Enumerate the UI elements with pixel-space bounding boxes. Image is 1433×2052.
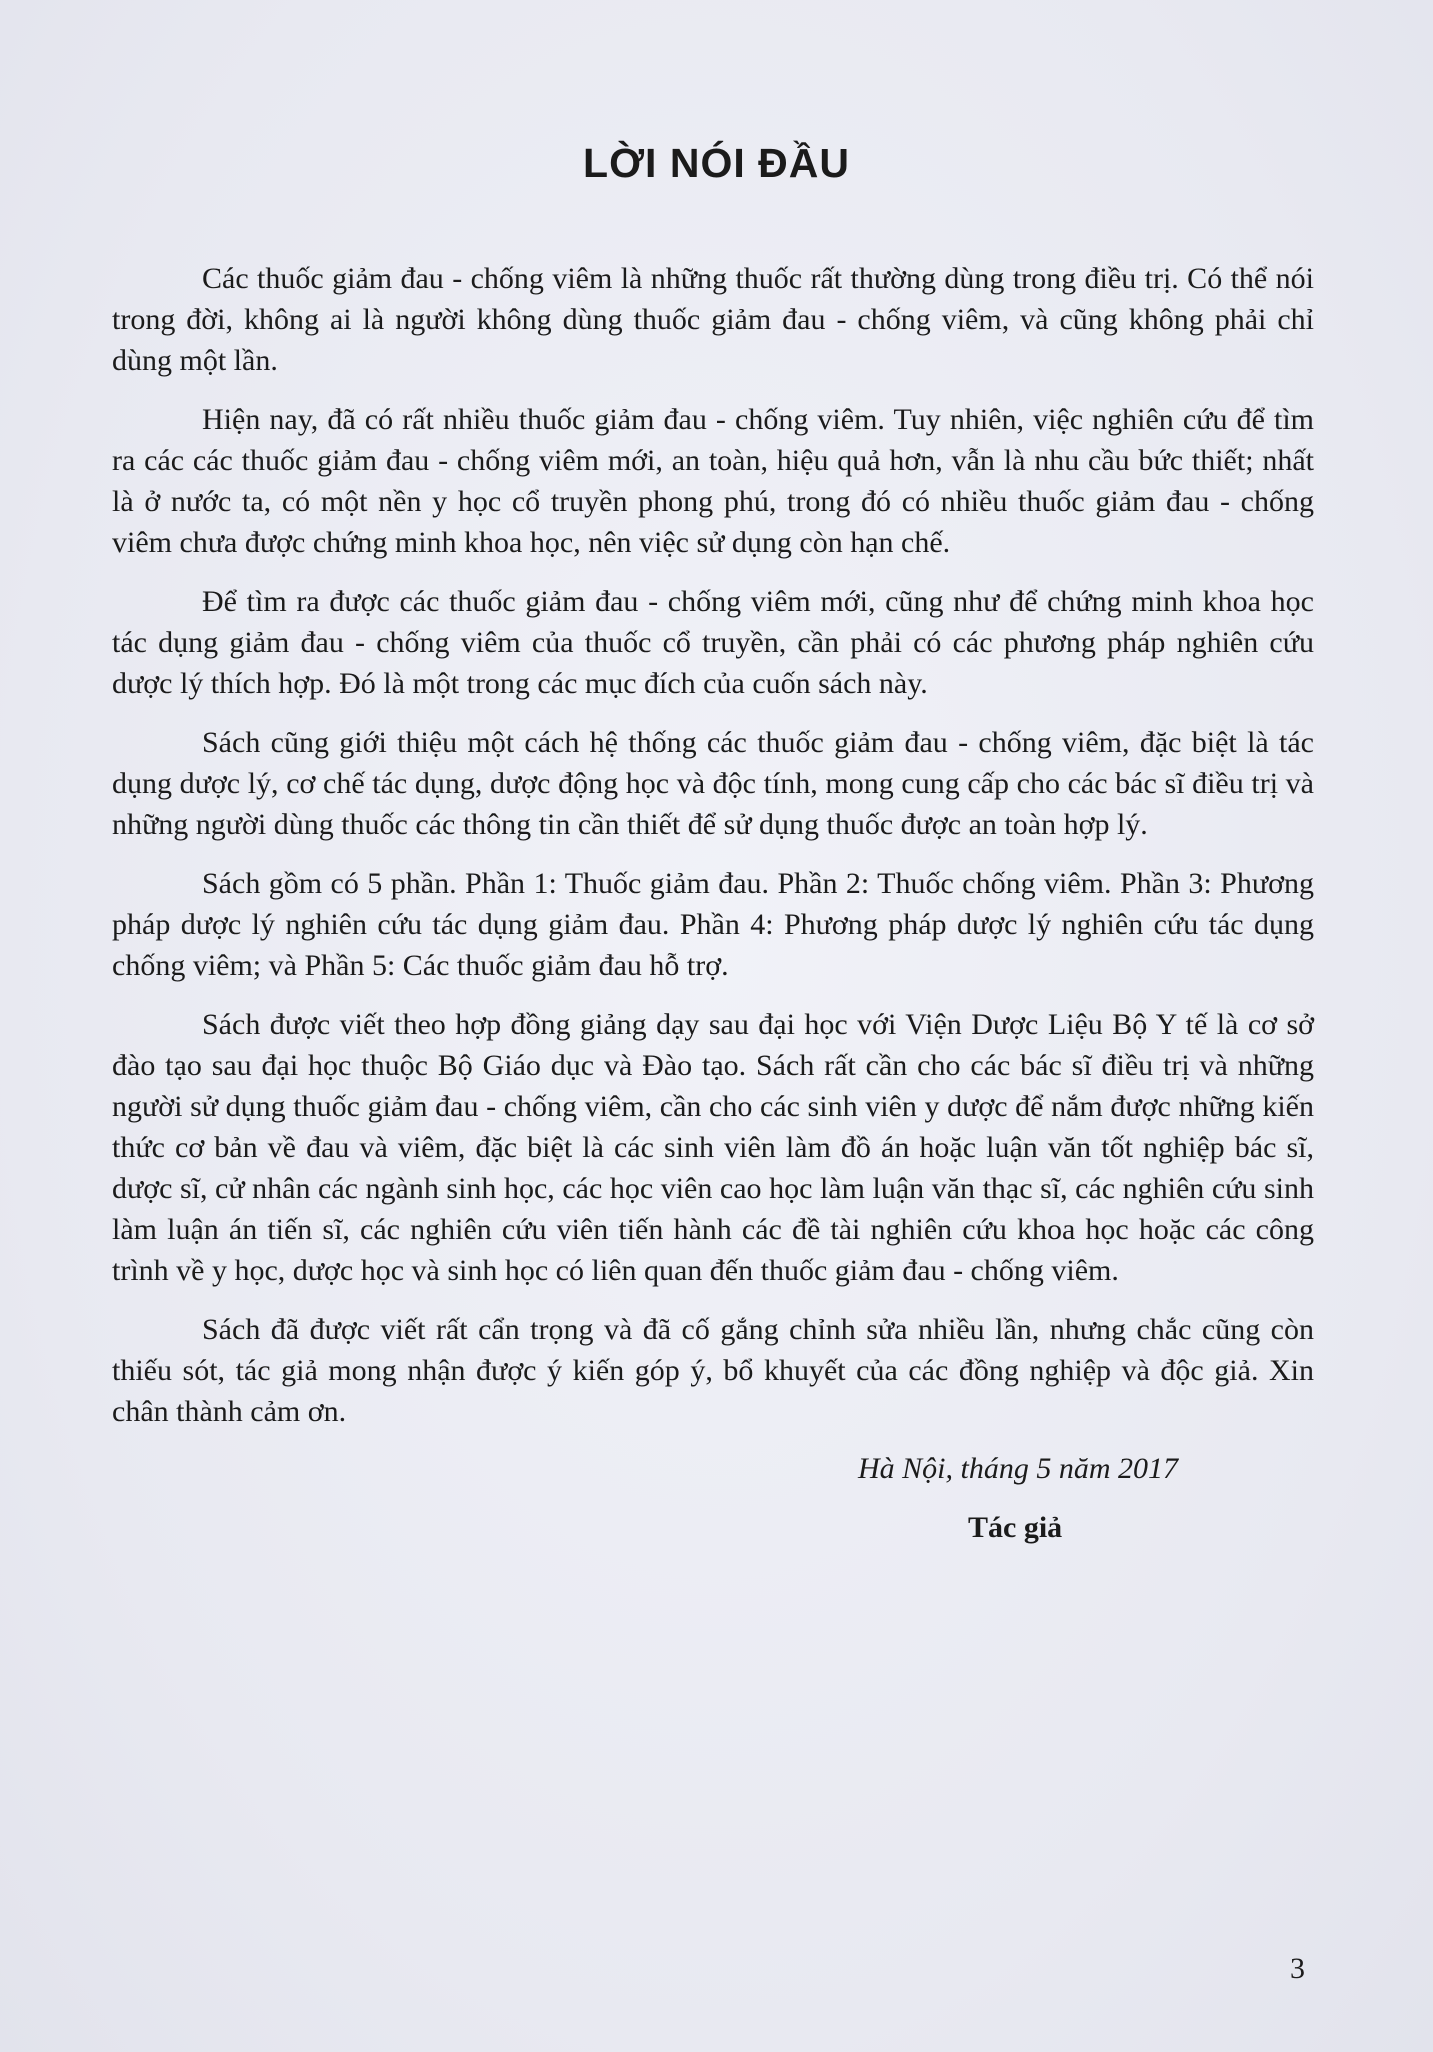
page-title: LỜI NÓI ĐẦU [583, 140, 850, 186]
place-date: Hà Nội, tháng 5 năm 2017 [858, 1452, 1179, 1485]
preface-body [112, 258, 1314, 1548]
signoff-block [112, 1448, 1314, 1548]
paragraph-4: Sách cũng giới thiệu một cách hệ thống các thuốc giảm đau - chống viêm, đặc biệt là tác dụng dược lý, cơ chế tác dụng, dược động học và độc tính, mong cung cấp cho các bác sĩ điều trị và những người dùng thuốc các thông tin cần thiết để sử dụng thuốc được an toàn hợp lý. [112, 726, 1314, 841]
paragraph-2: Hiện nay, đã có rất nhiều thuốc giảm đau - chống viêm. Tuy nhiên, việc nghiên cứu để tìm ra các các thuốc giảm đau - chống viêm mới, an toàn, hiệu quả hơn, vẫn là nhu cầu bức thiết; nhất là ở nước ta, có một nền y học cổ truyền phong phú, trong đó có nhiều thuốc giảm đau - chống viêm chưa được chứng minh khoa học, nên việc sử dụng còn hạn chế. [112, 403, 1314, 559]
paragraph-1: Các thuốc giảm đau - chống viêm là những thuốc rất thường dùng trong điều trị. Có thể nói trong đời, không ai là người không dùng thuốc giảm đau - chống viêm, và cũng không phải chỉ dùng một lần. [112, 262, 1314, 377]
paragraph-5: Sách gồm có 5 phần. Phần 1: Thuốc giảm đau. Phần 2: Thuốc chống viêm. Phần 3: Phương pháp dược lý nghiên cứu tác dụng giảm đau. Phần 4: Phương pháp dược lý nghiên cứu tác dụng chống viêm; và Phần 5: Các thuốc giảm đau hỗ trợ. [112, 867, 1314, 982]
paragraph-3: Để tìm ra được các thuốc giảm đau - chống viêm mới, cũng như để chứng minh khoa học tác dụng giảm đau - chống viêm của thuốc cổ truyền, cần phải có các phương pháp nghiên cứu dược lý thích hợp. Đó là một trong các mục đích của cuốn sách này. [112, 585, 1314, 700]
paragraph-6: Sách được viết theo hợp đồng giảng dạy sau đại học với Viện Dược Liệu Bộ Y tế là cơ sở đào tạo sau đại học thuộc Bộ Giáo dục và Đào tạo. Sách rất cần cho các bác sĩ điều trị và những người sử dụng thuốc giảm đau - chống viêm, cần cho các sinh viên y dược để nắm được những kiến thức cơ bản về đau và viêm, đặc biệt là các sinh viên làm đồ án hoặc luận văn tốt nghiệp bác sĩ, dược sĩ, cử nhân các ngành sinh học, các học viên cao học làm luận văn thạc sĩ, các nghiên cứu sinh làm luận án tiến sĩ, các nghiên cứu viên tiến hành các đề tài nghiên cứu khoa học hoặc các công trình về y học, dược học và sinh học có liên quan đến thuốc giảm đau - chống viêm. [112, 1008, 1314, 1287]
page-number: 3 [1290, 1952, 1305, 1985]
author-signature: Tác giả [968, 1511, 1063, 1544]
paragraph-7: Sách đã được viết rất cẩn trọng và đã cố gắng chỉnh sửa nhiều lần, nhưng chắc cũng còn thiếu sót, tác giả mong nhận được ý kiến góp ý, bổ khuyết của các đồng nghiệp và độc giả. Xin chân thành cảm ơn. [112, 1313, 1314, 1428]
